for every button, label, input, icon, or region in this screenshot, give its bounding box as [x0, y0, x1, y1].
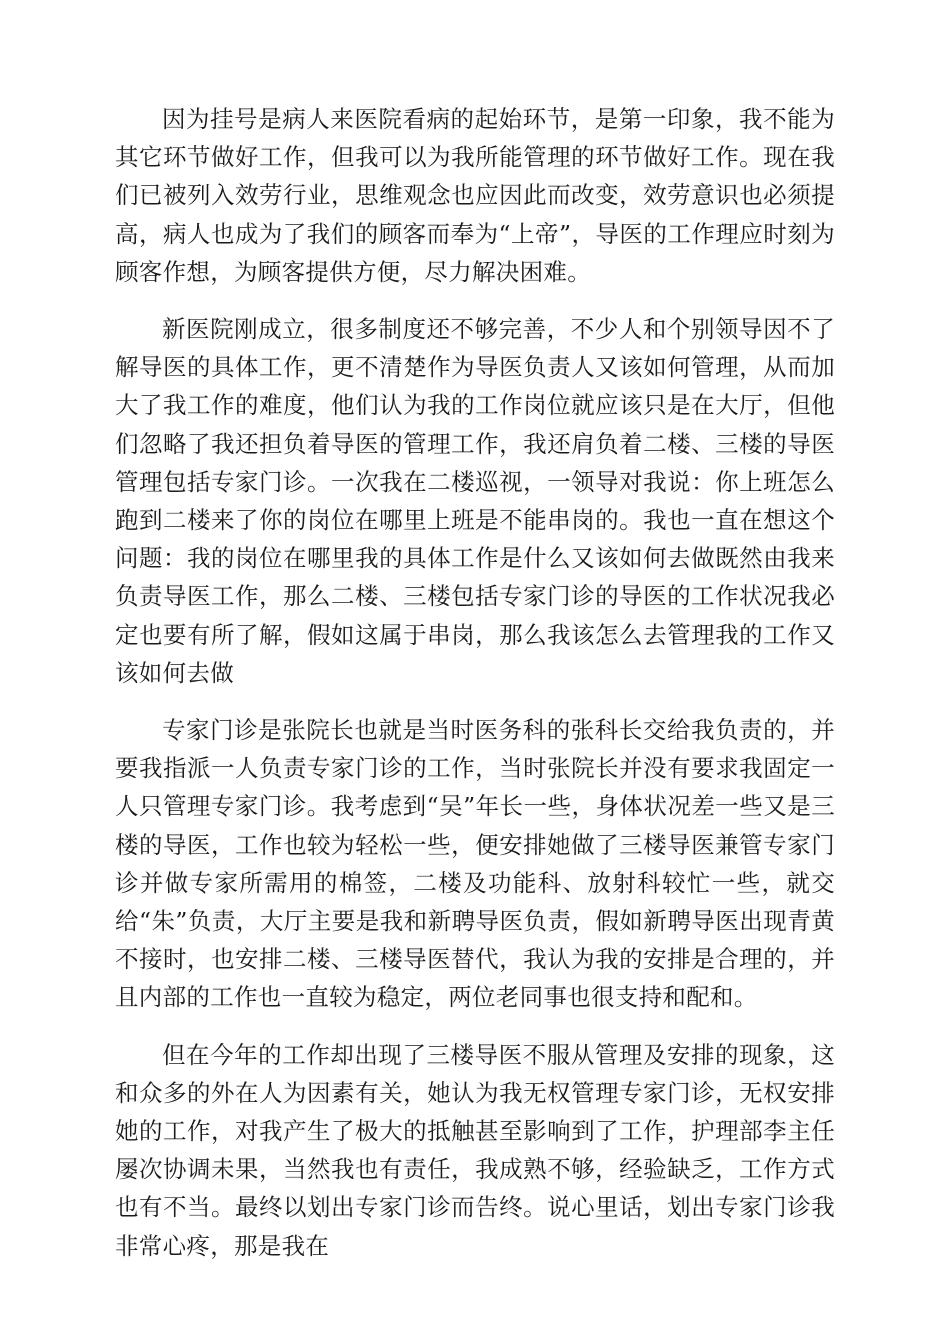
paragraph-1: 因为挂号是病人来医院看病的起始环节，是第一印象，我不能为其它环节做好工作，但我可以为我所能管理的环节做好工作。现在我们已被列入效劳行业，思维观念也应因此而改变，效劳意识也必须提高，病人也成为了我们的顾客而奉为“上帝”，导医的工作理应时刻为顾客作想，为顾客提供方便，尽力解决困难。 — [115, 105, 835, 286]
paragraph-3: 专家门诊是张院长也就是当时医务科的张科长交给我负责的，并要我指派一人负责专家门诊的工作，当时张院长并没有要求我固定一人只管理专家门诊。我考虑到“吴”年长一些，身体状况差一些又是三楼的导医，工作也较为轻松一些，便安排她做了三楼导医兼管专家门诊并做专家所需用的棉签，二楼及功能科、放射科较忙一些，就交给“朱”负责，大厅主要是我和新聘导医负责，假如新聘导医出现青黄不接时，也安排二楼、三楼导医替代，我认为我的安排是合理的，并且内部的工作也一直较为稳定，两位老同事也很支持和配和。 — [115, 716, 835, 1012]
paragraph-2: 新医院刚成立，很多制度还不够完善，不少人和个别领导因不了解导医的具体工作，更不清楚作为导医负责人又该如何管理，从而加大了我工作的难度，他们认为我的工作岗位就应该只是在大厅，但他们忽略了我还担负着导医的管理工作，我还肩负着二楼、三楼的导医管理包括专家门诊。一次我在二楼巡视，一领导对我说：你上班怎么跑到二楼来了你的岗位在哪里上班是不能串岗的。我也一直在想这个问题：我的岗位在哪里我的具体工作是什么又该如何去做既然由我来负责导医工作，那么二楼、三楼包括专家门诊的导医的工作状况我必定也要有所了解，假如这属于串岗，那么我该怎么去管理我的工作又该如何去做 — [115, 315, 835, 687]
document-body — [115, 100, 835, 1284]
paragraph-4: 但在今年的工作却出现了三楼导医不服从管理及安排的现象，这和众多的外在人为因素有关，她认为我无权管理专家门诊，无权安排她的工作，对我产生了极大的抵触甚至影响到了工作，护理部李主任屡次协调未果，当然我也有责任，我成熟不够，经验缺乏，工作方式也有不当。最终以划出专家门诊而告终。说心里话，划出专家门诊我非常心疼，那是我在 — [115, 1040, 835, 1260]
